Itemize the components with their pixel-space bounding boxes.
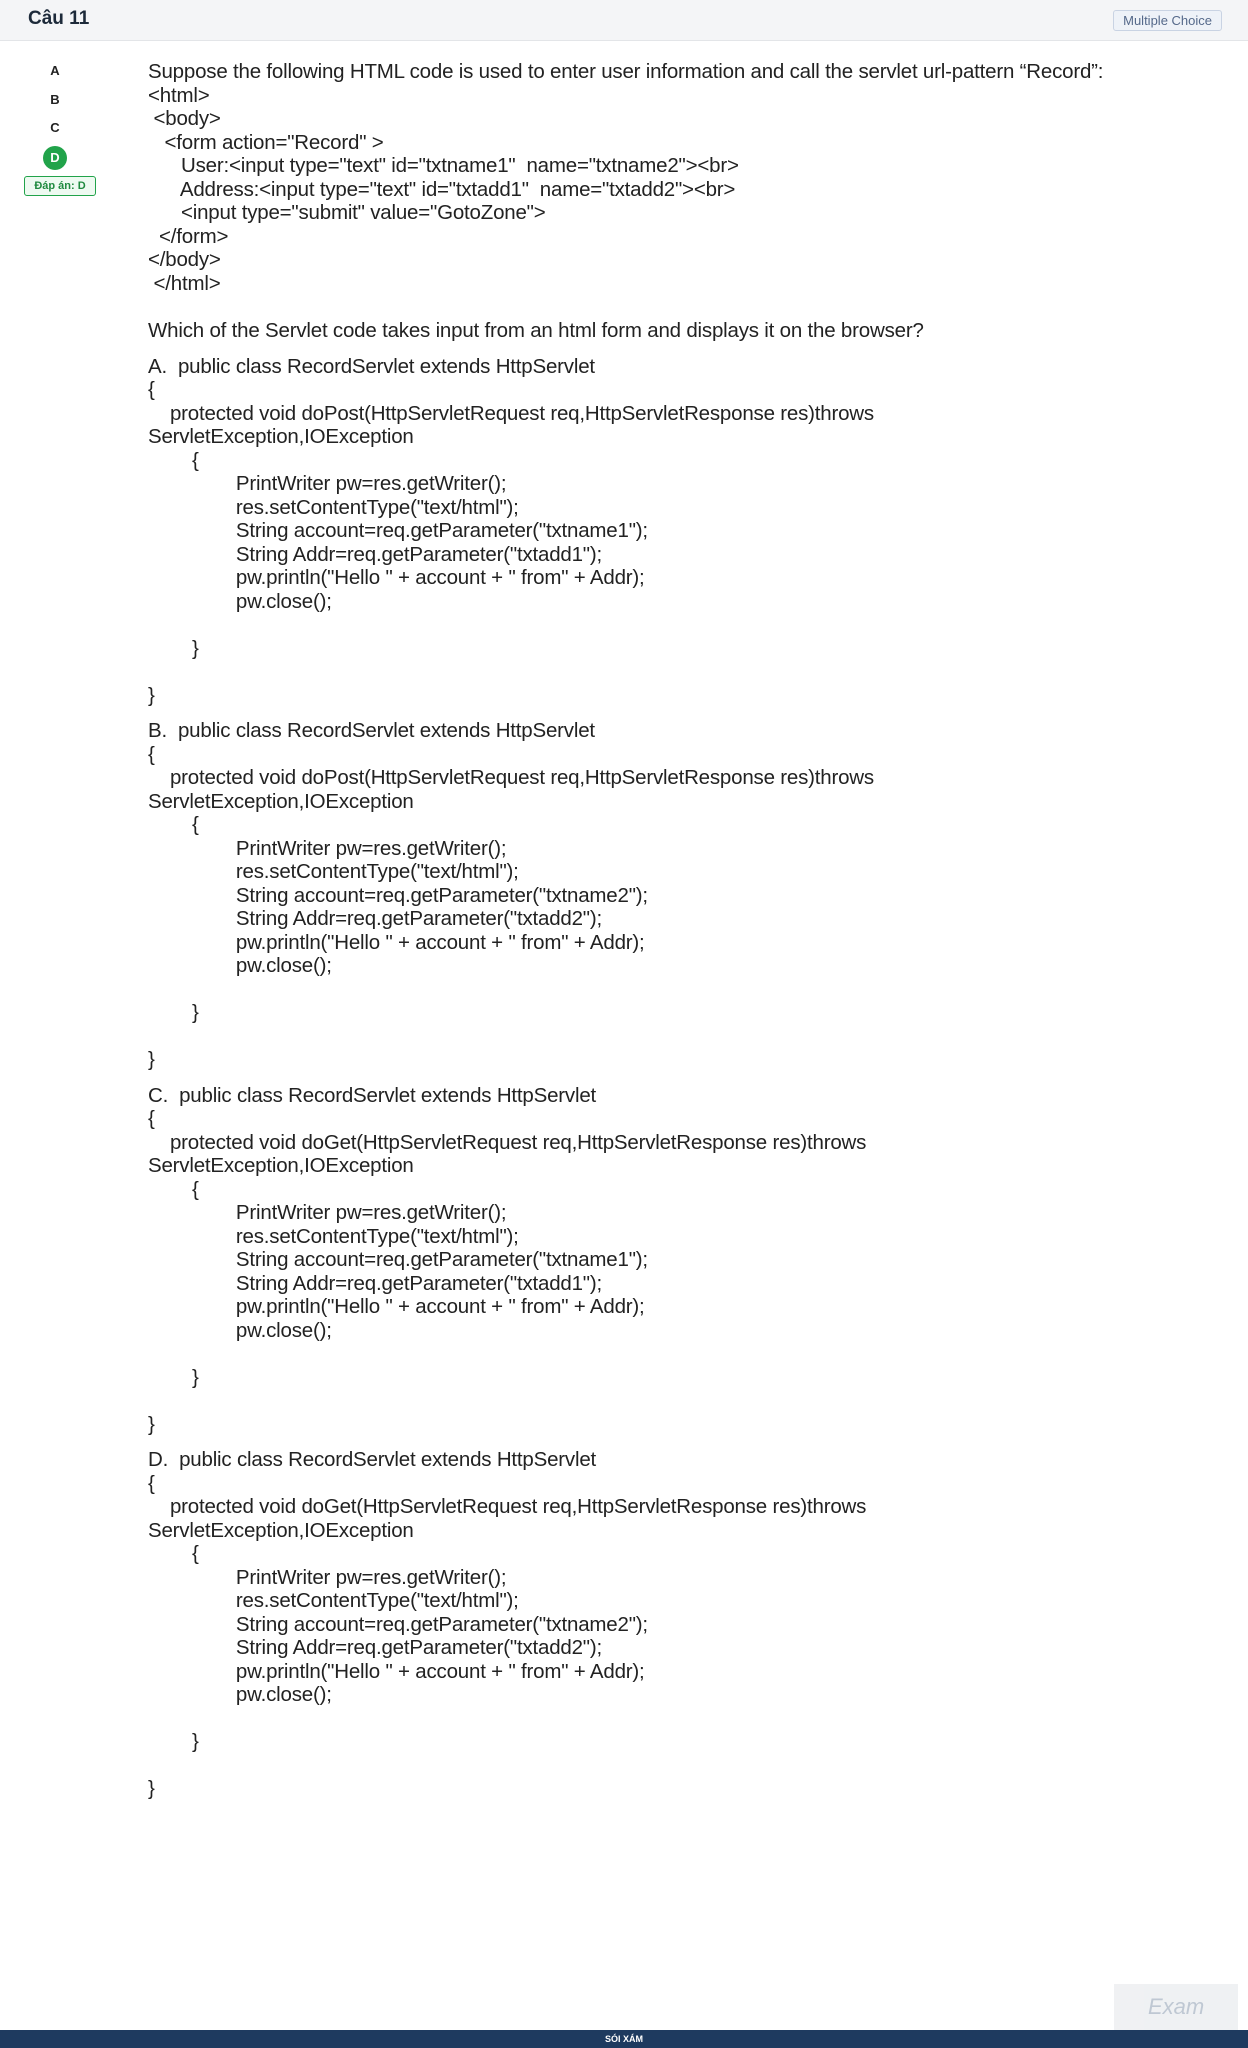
code-line: res.setContentType("text/html");	[148, 495, 519, 519]
code-line: res.setContentType("text/html");	[148, 1224, 519, 1248]
code-line: String Addr=req.getParameter("txtadd2");	[148, 1636, 602, 1659]
code-line: pw.close();	[148, 954, 332, 977]
answer-block-a	[148, 355, 1208, 708]
code-line	[148, 1025, 1208, 1049]
code-line	[148, 1389, 1208, 1413]
code-line: String Addr=req.getParameter("txtadd2");	[148, 907, 602, 930]
code-line: }	[148, 1777, 155, 1800]
code-line: String account=req.getParameter("txtname2");	[148, 1612, 648, 1636]
question-line: <html>	[148, 83, 210, 107]
answer-block-d	[148, 1448, 1208, 1801]
code-line: }	[148, 1412, 155, 1436]
answer-options	[24, 60, 100, 196]
question-line: User:<input type="text" id="txtname1" name="txtname2"><br>	[148, 154, 739, 177]
code-line: B. public class RecordServlet extends HttpServlet	[148, 719, 595, 742]
code-line: String Addr=req.getParameter("txtadd1");	[148, 1271, 602, 1295]
code-line: String Addr=req.getParameter("txtadd1");	[148, 542, 602, 566]
question-content	[148, 60, 1208, 1813]
code-line: protected void doGet(HttpServletRequest req,HttpServletResponse res)throws	[148, 1130, 867, 1154]
code-line: {	[148, 1177, 199, 1201]
code-line: protected void doGet(HttpServletRequest req,HttpServletResponse res)throws	[148, 1495, 867, 1518]
code-line	[148, 1342, 1208, 1366]
code-line: res.setContentType("text/html");	[148, 1589, 519, 1612]
code-line: PrintWriter pw=res.getWriter();	[148, 472, 507, 495]
question-line: </form>	[148, 224, 229, 248]
question-line: <form action="Record" >	[148, 130, 384, 154]
code-line: ServletException,IOException	[148, 425, 414, 448]
code-line: pw.close();	[148, 1318, 332, 1342]
code-line	[148, 1707, 1208, 1731]
code-line: pw.println("Hello " + account + " from" + Addr);	[148, 1295, 645, 1318]
code-line	[148, 1754, 1208, 1778]
footer-bar	[0, 2030, 1248, 2048]
answer-block-b	[148, 719, 1208, 1072]
code-line: PrintWriter pw=res.getWriter();	[148, 1201, 507, 1224]
option-c[interactable]: C	[44, 117, 66, 139]
logo-text: Exam	[1148, 1994, 1205, 2019]
code-line: pw.println("Hello " + account + " from" + Addr);	[148, 930, 645, 954]
footer-text: SÓI XÁM	[604, 2034, 643, 2044]
option-b[interactable]: B	[44, 89, 66, 111]
code-line: res.setContentType("text/html");	[148, 860, 519, 883]
code-line: {	[148, 448, 199, 472]
code-line	[148, 613, 1208, 637]
code-line	[148, 660, 1208, 684]
code-line: }	[148, 636, 199, 660]
code-line: ServletException,IOException	[148, 789, 414, 813]
code-line: pw.println("Hello " + account + " from" + Addr);	[148, 566, 645, 589]
code-line: }	[148, 1365, 199, 1389]
answer-block-c	[148, 1084, 1208, 1437]
code-line	[148, 978, 1208, 1002]
question-line: <input type="submit" value="GotoZone">	[148, 201, 546, 224]
code-line: D. public class RecordServlet extends HttpServlet	[148, 1448, 597, 1471]
code-line: C. public class RecordServlet extends HttpServlet	[148, 1083, 597, 1107]
question-line: Suppose the following HTML code is used to enter user information and call the servlet url-pattern “Record”:	[148, 60, 1104, 83]
question-prompt: Which of the Servlet code takes input from an html form and displays it on the browser?	[148, 319, 924, 342]
question-line: Address:<input type="text" id="txtadd1" name="txtadd2"><br>	[148, 177, 736, 201]
code-line: protected void doPost(HttpServletRequest req,HttpServletResponse res)throws	[148, 766, 874, 789]
question-line: </body>	[148, 248, 221, 271]
code-line: {	[148, 1107, 155, 1130]
question-title: Câu 11	[28, 8, 90, 29]
exam-logo	[1114, 1984, 1238, 2030]
code-line: PrintWriter pw=res.getWriter();	[148, 1565, 507, 1589]
question-header	[0, 0, 1248, 41]
code-line: }	[148, 1048, 155, 1071]
option-a[interactable]: A	[44, 60, 66, 82]
code-line: }	[148, 1001, 199, 1024]
code-line: String account=req.getParameter("txtname1");	[148, 519, 648, 542]
code-line: }	[148, 1730, 199, 1753]
answer-badge: Đáp án: D	[24, 176, 96, 196]
code-line: String account=req.getParameter("txtname2");	[148, 883, 648, 907]
question-line: </html>	[148, 271, 221, 295]
code-line: ServletException,IOException	[148, 1518, 414, 1542]
code-line: pw.println("Hello " + account + " from" + Addr);	[148, 1659, 645, 1683]
question-text	[148, 60, 1208, 295]
code-line: PrintWriter pw=res.getWriter();	[148, 836, 507, 860]
code-line: ServletException,IOException	[148, 1154, 414, 1177]
code-line: {	[148, 742, 155, 766]
question-line: <body>	[148, 107, 221, 130]
code-line: A. public class RecordServlet extends HttpServlet	[148, 354, 595, 378]
code-line: protected void doPost(HttpServletRequest req,HttpServletResponse res)throws	[148, 401, 874, 425]
answer-code-blocks	[148, 355, 1208, 1813]
code-line: String account=req.getParameter("txtname1");	[148, 1248, 648, 1271]
code-line: pw.close();	[148, 589, 332, 613]
option-d-selected[interactable]: D	[43, 146, 67, 170]
code-line: {	[148, 1471, 155, 1495]
code-line: {	[148, 378, 155, 401]
code-line: pw.close();	[148, 1683, 332, 1706]
code-line: }	[148, 683, 155, 707]
code-line: {	[148, 1542, 199, 1565]
question-type-badge: Multiple Choice	[1113, 10, 1222, 31]
code-line: {	[148, 813, 199, 836]
